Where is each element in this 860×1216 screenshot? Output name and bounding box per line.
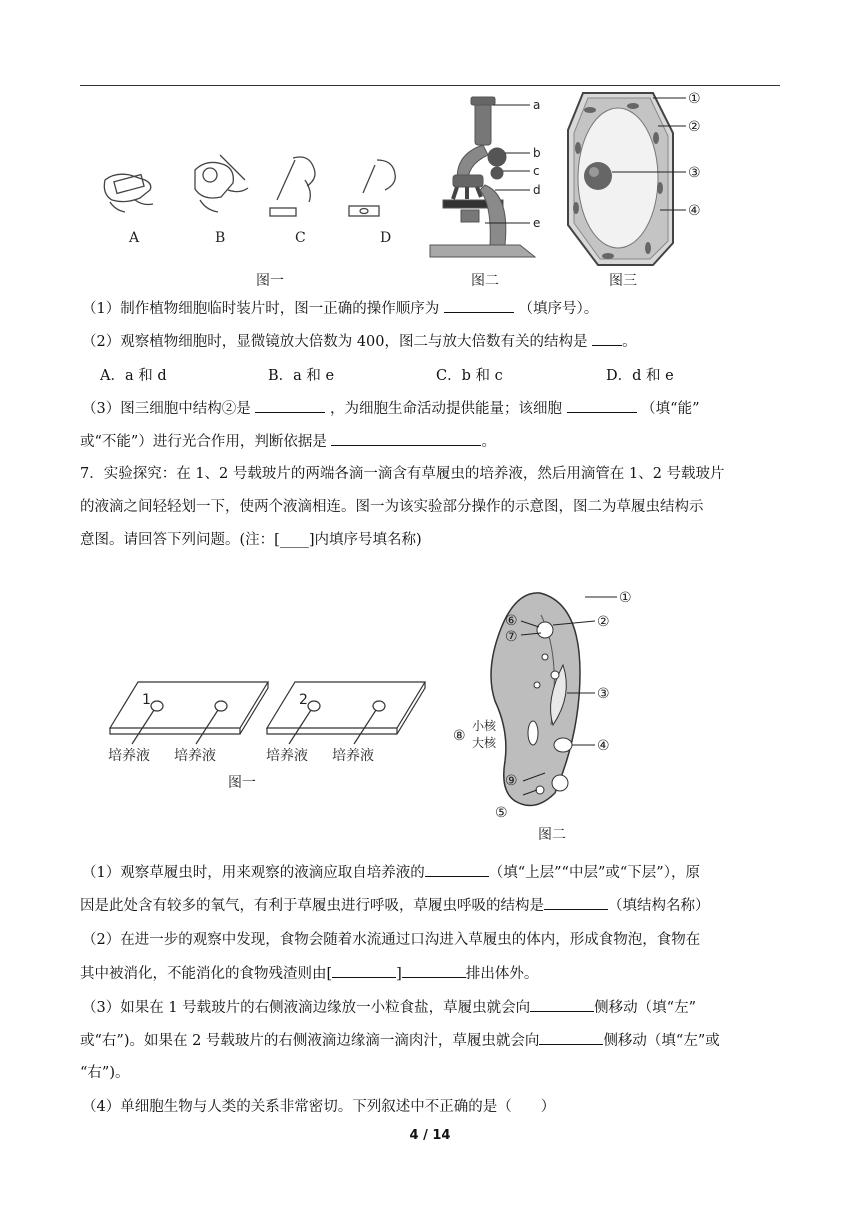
q7-intro-line1: 7．实验探究：在 1、2 号载玻片的两端各滴一滴含有草履虫的培养液，然后用滴管在 1、2 号载玻片 xyxy=(80,466,725,482)
q7-sub2-line2: 其中被消化，不能消化的食物残渣则由[ ] 排出体外。 xyxy=(80,963,780,984)
answer-blank[interactable] xyxy=(567,398,637,413)
micronucleus-label: 小核 xyxy=(472,719,497,733)
figure-glass-slides xyxy=(100,672,440,772)
para-label-4: ④ xyxy=(597,738,610,754)
q6-option-d[interactable]: D．d 和 e xyxy=(606,368,674,384)
step-c-label: C xyxy=(295,230,306,246)
answer-blank[interactable] xyxy=(425,862,489,877)
figure-plant-cell xyxy=(548,88,718,268)
answer-blank[interactable] xyxy=(402,963,466,978)
para-label-6: ⑥ xyxy=(505,613,518,629)
para-label-9: ⑨ xyxy=(505,773,518,789)
cell-label-2: ② xyxy=(688,119,701,135)
page-number: 4 / 14 xyxy=(409,1128,451,1143)
slide-2-number: 2 xyxy=(299,692,308,708)
q6-part3: （3）图三细胞中结构②是 ，为细胞生命活动提供能量；该细胞 （填“能” xyxy=(82,398,782,419)
step-a-drawing xyxy=(104,174,153,212)
fig3-caption: 图三 xyxy=(609,273,637,289)
q6-option-c[interactable]: C．b 和 c xyxy=(436,368,503,384)
para-label-1: ① xyxy=(619,590,632,606)
culture-label: 培养液 xyxy=(174,748,216,764)
fig1-caption: 图一 xyxy=(256,273,284,289)
q6-part2: （2）观察植物细胞时，显微镜放大倍数为 400，图二与放大倍数有关的结构是 。 xyxy=(82,331,782,352)
culture-label: 培养液 xyxy=(266,748,308,764)
figure-slide-steps xyxy=(95,150,425,250)
q6-option-a[interactable]: A．a 和 d xyxy=(100,368,167,384)
figure-microscope xyxy=(425,95,545,265)
step-d-drawing xyxy=(349,160,395,216)
slide-1-number: 1 xyxy=(142,692,151,708)
q7-sub3-line2: 或“右”)。如果在 2 号载玻片的右侧液滴边缘滴一滴肉汁，草履虫就会向 侧移动（填“左”或 xyxy=(80,1030,780,1051)
step-b-drawing xyxy=(195,155,248,212)
answer-blank[interactable] xyxy=(544,895,608,910)
answer-blank[interactable] xyxy=(592,331,622,346)
para-label-2: ② xyxy=(597,614,610,630)
answer-blank[interactable] xyxy=(255,398,325,413)
answer-blank[interactable] xyxy=(539,1030,603,1045)
cell-label-4: ④ xyxy=(688,203,701,219)
cell-label-3: ③ xyxy=(688,165,701,181)
q7-sub4: （4）单细胞生物与人类的关系非常密切。下列叙述中不正确的是（ ） xyxy=(82,1099,556,1115)
para-label-3: ③ xyxy=(597,686,610,702)
answer-blank[interactable] xyxy=(331,431,481,446)
q7-fig1-caption: 图一 xyxy=(228,775,256,791)
header-rule xyxy=(80,85,780,86)
q6-part3-cont: 或“不能”）进行光合作用，判断依据是 。 xyxy=(80,431,780,452)
para-label-8: ⑧ xyxy=(453,728,466,744)
q7-fig2-caption: 图二 xyxy=(538,827,566,843)
answer-blank[interactable] xyxy=(332,963,396,978)
mic-label-a: a xyxy=(533,98,541,112)
culture-label: 培养液 xyxy=(332,748,374,764)
q7-sub3-line3: “右”)。 xyxy=(80,1065,130,1081)
culture-label: 培养液 xyxy=(108,748,150,764)
step-b-label: B xyxy=(215,230,226,246)
mic-label-e: e xyxy=(533,216,541,230)
cell-label-1: ① xyxy=(688,91,701,107)
step-a-label: A xyxy=(129,230,140,246)
figure-paramecium xyxy=(445,585,630,825)
answer-blank[interactable] xyxy=(444,298,514,313)
para-label-7: ⑦ xyxy=(505,629,518,645)
step-c-drawing xyxy=(270,157,315,216)
q7-intro-line2: 的液滴之间轻轻划一下，使两个液滴相连。图一为该实验部分操作的示意图，图二为草履虫结构示 xyxy=(80,499,704,515)
mic-label-b: b xyxy=(533,146,541,160)
q7-sub1-line2: 因是此处含有较多的氧气，有利于草履虫进行呼吸，草履虫呼吸的结构是 （填结构名称） xyxy=(80,895,780,916)
mic-label-c: c xyxy=(533,164,540,178)
mic-label-d: d xyxy=(533,183,541,197)
q7-sub2-line1: （2）在进一步的观察中发现，食物会随着水流通过口沟进入草履虫的体内，形成食物泡，食物在 xyxy=(82,932,701,948)
fig2-caption: 图二 xyxy=(471,273,499,289)
q7-intro-line3: 意图。请回答下列问题。(注：[____]内填序号填名称) xyxy=(80,532,422,548)
para-label-5: ⑤ xyxy=(495,805,508,821)
step-d-label: D xyxy=(380,230,392,246)
q6-part1: （1）制作植物细胞临时装片时，图一正确的操作顺序为 （填序号）。 xyxy=(82,298,782,319)
q6-option-b[interactable]: B．a 和 e xyxy=(268,368,335,384)
q7-sub3-line1: （3）如果在 1 号载玻片的右侧液滴边缘放一小粒食盐，草履虫就会向 侧移动（填“左” xyxy=(82,997,782,1018)
answer-blank[interactable] xyxy=(530,997,594,1012)
q7-sub1-line1: （1）观察草履虫时，用来观察的液滴应取自培养液的 （填“上层”“中层”或“下层”），原 xyxy=(82,862,782,883)
macronucleus-label: 大核 xyxy=(472,736,497,750)
